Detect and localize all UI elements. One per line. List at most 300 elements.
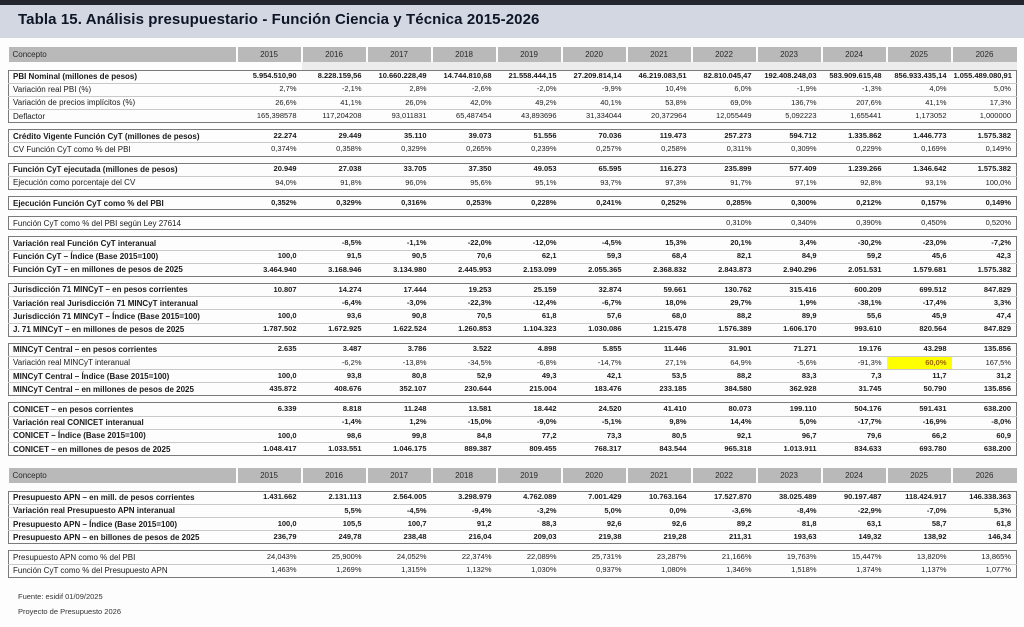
value-cell: 100,0: [237, 310, 302, 323]
value-cell: 1.575.382: [977, 164, 1011, 174]
value-cell: 41,1%: [887, 96, 952, 109]
header-row: [9, 468, 1017, 483]
value-cell: 91,5: [302, 250, 367, 263]
value-cell: 23,287%: [656, 552, 687, 562]
value-cell: 61,8: [952, 518, 1017, 531]
value-cell: 105,5: [302, 518, 367, 531]
value-cell: 408.676: [302, 383, 367, 396]
value-cell: 91,8%: [302, 176, 367, 189]
value-cell: 5,5%: [302, 504, 367, 517]
value-cell: -6,7%: [562, 297, 627, 310]
value-cell: 40,1%: [562, 96, 627, 109]
year-column-header: 2016: [302, 468, 367, 483]
value-cell: 0,228%: [531, 197, 557, 207]
value-cell: 22,089%: [526, 552, 557, 562]
value-cell: 21,166%: [721, 552, 752, 562]
value-cell: 11.248: [403, 404, 427, 414]
value-cell: 0,340%: [791, 217, 817, 227]
year-column-header: 2017: [367, 468, 432, 483]
row-label: Variación real Presupuesto APN interanual: [9, 504, 237, 517]
value-cell: 95,6%: [432, 176, 497, 189]
value-cell: 15,447%: [851, 552, 882, 562]
row-label: CONICET – en pesos corrientes: [13, 404, 134, 414]
row-label: MINCyT Central – en millones de pesos de 2025: [9, 383, 237, 396]
value-cell: 0,285%: [726, 197, 752, 207]
value-cell: 3.134.980: [367, 263, 432, 276]
value-cell: 68,4: [627, 250, 692, 263]
year-column-header: 2025: [887, 468, 952, 483]
section-gap: [9, 336, 1017, 343]
value-cell: 13,865%: [981, 552, 1011, 562]
value-cell: 856.933.435,14: [894, 71, 947, 81]
row-label: Variación de precios implícitos (%): [9, 96, 237, 109]
table-row: [9, 531, 1017, 544]
value-cell: 15,3%: [665, 238, 687, 248]
row-label: Función CyT ejecutada (millones de pesos): [13, 165, 178, 175]
value-cell: 1.446.773: [913, 131, 947, 141]
table-row: [9, 143, 1017, 156]
value-cell: 71.271: [793, 344, 817, 354]
value-cell: [237, 297, 302, 310]
value-cell: 27.209.814,14: [573, 71, 622, 81]
value-cell: 3.464.940: [237, 263, 302, 276]
table-section: [9, 491, 1017, 544]
value-cell: 22,374%: [461, 552, 492, 562]
value-cell: 257.273: [724, 131, 752, 141]
value-cell: 82,1: [692, 250, 757, 263]
value-cell: -12,0%: [532, 238, 557, 248]
value-cell: 11.446: [663, 344, 687, 354]
value-cell: -2,6%: [432, 83, 497, 96]
value-cell: 1.431.662: [263, 492, 297, 502]
year-column-header: 2015: [237, 468, 302, 483]
value-cell: 9,8%: [627, 416, 692, 429]
table-section: [9, 130, 1017, 156]
value-cell: -5,6%: [757, 356, 822, 369]
value-cell: 93,6: [302, 310, 367, 323]
year-column-header: 2022: [692, 47, 757, 62]
value-cell: -9,4%: [432, 504, 497, 517]
value-cell: 0,257%: [562, 143, 627, 156]
value-cell: 3.487: [342, 344, 362, 354]
value-cell: 47,4: [952, 310, 1017, 323]
value-cell: 63,1: [822, 518, 887, 531]
table-row: [9, 443, 1017, 456]
value-cell: 90,8: [367, 310, 432, 323]
value-cell: 26,6%: [237, 96, 302, 109]
value-cell: 2.843.873: [692, 263, 757, 276]
value-cell: 352.107: [367, 383, 432, 396]
value-cell: [237, 217, 302, 230]
value-cell: 42,3: [952, 250, 1017, 263]
value-cell: 0,253%: [466, 197, 492, 207]
value-cell: 65.595: [598, 164, 622, 174]
row-label: Presupuesto APN – en mill. de pesos corrientes: [13, 493, 195, 503]
value-cell: 119.473: [659, 131, 687, 141]
year-column-header: 2016: [302, 47, 367, 62]
table-row: [9, 491, 1017, 504]
value-cell: 77,2: [497, 429, 562, 442]
value-cell: 20,1%: [730, 238, 752, 248]
value-cell: 1,132%: [432, 564, 497, 577]
value-cell: 1.055.489.080,91: [953, 71, 1012, 81]
value-cell: 97,3%: [627, 176, 692, 189]
value-cell: -6,8%: [497, 356, 562, 369]
value-cell: 66,2: [887, 429, 952, 442]
value-cell: -22,9%: [822, 504, 887, 517]
row-label: CONICET – Índice (Base 2015=100): [9, 429, 237, 442]
row-label: Variación real PBI (%): [9, 83, 237, 96]
value-cell: 583.909.615,48: [829, 71, 882, 81]
value-cell: 1.033.551: [302, 443, 367, 456]
table-section: [9, 343, 1017, 396]
value-cell: 43,893696: [497, 110, 562, 123]
table-row: [9, 370, 1017, 383]
value-cell: -4,5%: [601, 238, 622, 248]
value-cell: 59,3: [562, 250, 627, 263]
table-row: [9, 110, 1017, 123]
value-cell: 834.633: [822, 443, 887, 456]
value-cell: -4,5%: [367, 504, 432, 517]
value-cell: 4,0%: [887, 83, 952, 96]
value-cell: 31.901: [728, 344, 752, 354]
value-cell: [367, 217, 432, 230]
value-cell: 1,137%: [887, 564, 952, 577]
value-cell: -3,6%: [692, 504, 757, 517]
year-column-header: 2019: [497, 468, 562, 483]
value-cell: 14.274: [338, 284, 362, 294]
value-cell: 57,6: [562, 310, 627, 323]
value-cell: 591.431: [919, 404, 947, 414]
row-label: Función CyT – en millones de pesos de 2025: [9, 263, 237, 276]
value-cell: 59.661: [663, 284, 687, 294]
value-cell: 94,0%: [237, 176, 302, 189]
table-row: [9, 217, 1017, 230]
value-cell: -1,9%: [757, 83, 822, 96]
value-cell: 31.745: [822, 383, 887, 396]
row-label: Presupuesto APN – en billones de pesos de 2025: [9, 531, 237, 544]
value-cell: 88,3: [497, 518, 562, 531]
value-cell: 88,2: [692, 370, 757, 383]
value-cell: 89,9: [757, 310, 822, 323]
row-label: MINCyT Central – en pesos corrientes: [13, 345, 158, 355]
value-cell: 216,04: [432, 531, 497, 544]
value-cell: 146.338.363: [969, 492, 1011, 502]
row-label: Jurisdicción 71 MINCyT – en pesos corrientes: [13, 285, 188, 295]
year-column-header: 2015: [237, 47, 302, 62]
value-cell: 99,8: [367, 429, 432, 442]
value-cell: 638.200: [952, 443, 1017, 456]
value-cell: 1,000000: [952, 110, 1017, 123]
value-cell: [237, 416, 302, 429]
row-label: Presupuesto APN – Índice (Base 2015=100): [9, 518, 237, 531]
year-column-header: 2018: [432, 468, 497, 483]
value-cell: 1,173052: [887, 110, 952, 123]
value-cell: 0,374%: [237, 143, 302, 156]
value-cell: 768.317: [562, 443, 627, 456]
value-cell: -16,9%: [887, 416, 952, 429]
value-cell: -9,9%: [562, 83, 627, 96]
section-gap: [9, 123, 1017, 130]
table-section: [9, 237, 1017, 277]
value-cell: 14.744.810,68: [443, 71, 492, 81]
value-cell: 0,390%: [856, 217, 882, 227]
value-cell: 19,763%: [786, 552, 817, 562]
row-label: Variación real Jurisdicción 71 MINCyT interanual: [9, 297, 237, 310]
value-cell: 19.253: [468, 284, 492, 294]
value-cell: 25,900%: [331, 552, 362, 562]
section-gap: [9, 396, 1017, 403]
value-cell: 315.416: [789, 284, 817, 294]
value-cell: 41.410: [663, 404, 687, 414]
value-cell: 33.705: [403, 164, 427, 174]
value-cell: 97,1%: [757, 176, 822, 189]
value-cell: 0,149%: [985, 197, 1011, 207]
value-cell: 118.424.917: [905, 492, 947, 502]
value-cell: 25,731%: [591, 552, 622, 562]
value-cell: 65,487454: [432, 110, 497, 123]
value-cell: 0,0%: [627, 504, 692, 517]
table-row: [9, 70, 1017, 83]
value-cell: 2.564.005: [393, 492, 427, 502]
row-label: PBI Nominal (millones de pesos): [13, 72, 138, 81]
value-cell: -2,0%: [497, 83, 562, 96]
table-row: [9, 564, 1017, 577]
value-cell: 31,334044: [562, 110, 627, 123]
value-cell: 84,8: [432, 429, 497, 442]
year-column-header: 2020: [562, 468, 627, 483]
year-column-header: 2026: [952, 47, 1017, 62]
year-column-header: 2024: [822, 468, 887, 483]
value-cell: 22.274: [273, 131, 297, 141]
value-cell: 0,149%: [952, 143, 1017, 156]
value-cell: 59,2: [822, 250, 887, 263]
value-cell: 238,48: [367, 531, 432, 544]
value-cell: 96,7: [757, 429, 822, 442]
value-cell: -8,4%: [757, 504, 822, 517]
value-cell: 384.580: [692, 383, 757, 396]
value-cell: 889.387: [432, 443, 497, 456]
section-gap: [9, 544, 1017, 551]
value-cell: 209,03: [497, 531, 562, 544]
value-cell: 70,5: [432, 310, 497, 323]
value-cell: 1.606.170: [757, 323, 822, 336]
value-cell: 60,9: [952, 429, 1017, 442]
table-row: [9, 323, 1017, 336]
value-cell: 53,8%: [627, 96, 692, 109]
row-label: Deflactor: [9, 110, 237, 123]
value-cell: 362.928: [757, 383, 822, 396]
value-cell: 10.807: [273, 284, 297, 294]
section-gap: [9, 156, 1017, 163]
footnote-source: Fuente: esidif 01/09/2025: [18, 592, 103, 601]
value-cell: 91,2: [432, 518, 497, 531]
value-cell: -17,4%: [887, 297, 952, 310]
value-cell: -6,4%: [302, 297, 367, 310]
value-cell: 165,398578: [237, 110, 302, 123]
year-column-header: 2024: [822, 47, 887, 62]
year-column-header: 2022: [692, 468, 757, 483]
value-cell: 2.055.365: [562, 263, 627, 276]
value-cell: 1.239.266: [848, 164, 882, 174]
value-cell: 230.644: [432, 383, 497, 396]
value-cell: 1,9%: [757, 297, 822, 310]
table-section: [9, 403, 1017, 456]
table-row: [9, 356, 1017, 369]
table-row: [9, 310, 1017, 323]
value-cell: 80,8: [367, 370, 432, 383]
value-cell: 1.104.323: [497, 323, 562, 336]
year-column-header: 2021: [627, 47, 692, 62]
value-cell: 577.409: [789, 164, 817, 174]
value-cell: 1.030.086: [562, 323, 627, 336]
value-cell: -1,3%: [822, 83, 887, 96]
row-label: Ejecución como porcentaje del CV: [9, 176, 237, 189]
value-cell: 90.197.487: [843, 492, 882, 502]
value-cell: 2.635: [277, 344, 297, 354]
table-row: [9, 130, 1017, 143]
value-cell: 52,9: [432, 370, 497, 383]
table-row: [9, 416, 1017, 429]
header-row: [9, 47, 1017, 62]
value-cell: 18,0%: [627, 297, 692, 310]
value-cell: 24,052%: [396, 552, 427, 562]
value-cell: 1,315%: [367, 564, 432, 577]
table-row: [9, 83, 1017, 96]
value-cell: [237, 356, 302, 369]
value-cell: 20.949: [273, 164, 297, 174]
value-cell: 2.131.113: [328, 492, 362, 502]
value-cell: 5,0%: [757, 416, 822, 429]
value-cell: -17,7%: [822, 416, 887, 429]
value-cell: 993.610: [822, 323, 887, 336]
value-cell: 46.219.083,51: [638, 71, 687, 81]
value-cell: 20,372964: [627, 110, 692, 123]
value-cell: [627, 217, 692, 230]
value-cell: 93,1%: [887, 176, 952, 189]
value-cell: 146,34: [952, 531, 1017, 544]
value-cell: 1.335.862: [848, 131, 882, 141]
value-cell: 1.622.524: [367, 323, 432, 336]
value-cell: 1,346%: [692, 564, 757, 577]
value-cell: 1.013.911: [757, 443, 822, 456]
value-cell: -38,1%: [822, 297, 887, 310]
section-gap: [9, 230, 1017, 237]
concept-column-header: Concepto: [9, 47, 237, 62]
value-cell: 0,309%: [757, 143, 822, 156]
value-cell: 88,2: [692, 310, 757, 323]
value-cell: [237, 504, 302, 517]
value-cell: 11,7: [887, 370, 952, 383]
value-cell: 92,8%: [822, 176, 887, 189]
value-cell: 0,520%: [985, 217, 1011, 227]
row-label: MINCyT Central – Índice (Base 2015=100): [9, 370, 237, 383]
value-cell: 69,0%: [692, 96, 757, 109]
value-cell: 12,055449: [692, 110, 757, 123]
value-cell: 3,3%: [952, 297, 1017, 310]
value-cell: 1.575.382: [952, 263, 1017, 276]
row-label: J. 71 MINCyT – en millones de pesos de 2025: [9, 323, 237, 336]
value-cell: 3.786: [407, 344, 427, 354]
row-label: Variación real CONICET interanual: [9, 416, 237, 429]
table-row: [9, 263, 1017, 276]
value-cell: -22,0%: [467, 238, 492, 248]
value-cell: 27.038: [338, 164, 362, 174]
concept-column-header: Concepto: [9, 468, 237, 483]
value-cell: 1,269%: [302, 564, 367, 577]
table-row: [9, 504, 1017, 517]
value-cell: 1.579.681: [887, 263, 952, 276]
value-cell: 820.564: [887, 323, 952, 336]
value-cell: 93,8: [302, 370, 367, 383]
value-cell: -91,3%: [822, 356, 887, 369]
value-cell: -22,3%: [432, 297, 497, 310]
value-cell: 135.856: [952, 383, 1017, 396]
value-cell: 199.110: [789, 404, 817, 414]
value-cell: 1.576.389: [692, 323, 757, 336]
value-cell: 17.444: [403, 284, 427, 294]
value-cell: 43.298: [923, 344, 947, 354]
value-cell: 1,374%: [822, 564, 887, 577]
row-label: Función CyT – Índice (Base 2015=100): [9, 250, 237, 263]
value-cell: 600.209: [854, 284, 882, 294]
value-cell: 24.520: [598, 404, 622, 414]
value-cell: 3.298.979: [458, 492, 492, 502]
table-row: [9, 403, 1017, 416]
value-cell: 235.899: [724, 164, 752, 174]
value-cell: 41,1%: [302, 96, 367, 109]
value-cell: 60,0%: [887, 356, 952, 369]
year-column-header: 2020: [562, 47, 627, 62]
value-cell: 96,0%: [367, 176, 432, 189]
section-gap: [9, 190, 1017, 197]
value-cell: 1.575.382: [977, 131, 1011, 141]
value-cell: 2.368.832: [627, 263, 692, 276]
value-cell: -1,1%: [406, 238, 427, 248]
footnote-project: Proyecto de Presupuesto 2026: [18, 607, 121, 616]
section-gap: [9, 276, 1017, 283]
footnotes: [18, 589, 121, 619]
value-cell: 965.318: [692, 443, 757, 456]
value-cell: 18.442: [533, 404, 557, 414]
value-cell: 130.762: [724, 284, 752, 294]
value-cell: 847.829: [952, 323, 1017, 336]
value-cell: 4.898: [537, 344, 557, 354]
table-row: [9, 176, 1017, 189]
value-cell: 219,38: [562, 531, 627, 544]
row-label: CV Función CyT como % del PBI: [9, 143, 237, 156]
value-cell: -5,1%: [562, 416, 627, 429]
value-cell: 42,0%: [432, 96, 497, 109]
value-cell: 8.818: [342, 404, 362, 414]
budget-table-2: [8, 468, 1017, 578]
header-spacer-row: [9, 483, 1017, 491]
value-cell: 39.073: [468, 131, 492, 141]
page-title: Tabla 15. Análisis presupuestario - Función Ciencia y Técnica 2015-2026: [18, 11, 540, 28]
value-cell: 0,241%: [596, 197, 622, 207]
table-row: [9, 250, 1017, 263]
value-cell: 3.522: [472, 344, 492, 354]
value-cell: -6,2%: [302, 356, 367, 369]
table-section: [9, 197, 1017, 210]
value-cell: 207,6%: [822, 96, 887, 109]
table-row: [9, 343, 1017, 356]
row-label: Crédito Vigente Función CyT (millones de pesos): [13, 131, 200, 141]
value-cell: 95,1%: [497, 176, 562, 189]
value-cell: -8,5%: [341, 238, 362, 248]
value-cell: -3,0%: [367, 297, 432, 310]
value-cell: 19.176: [858, 344, 882, 354]
